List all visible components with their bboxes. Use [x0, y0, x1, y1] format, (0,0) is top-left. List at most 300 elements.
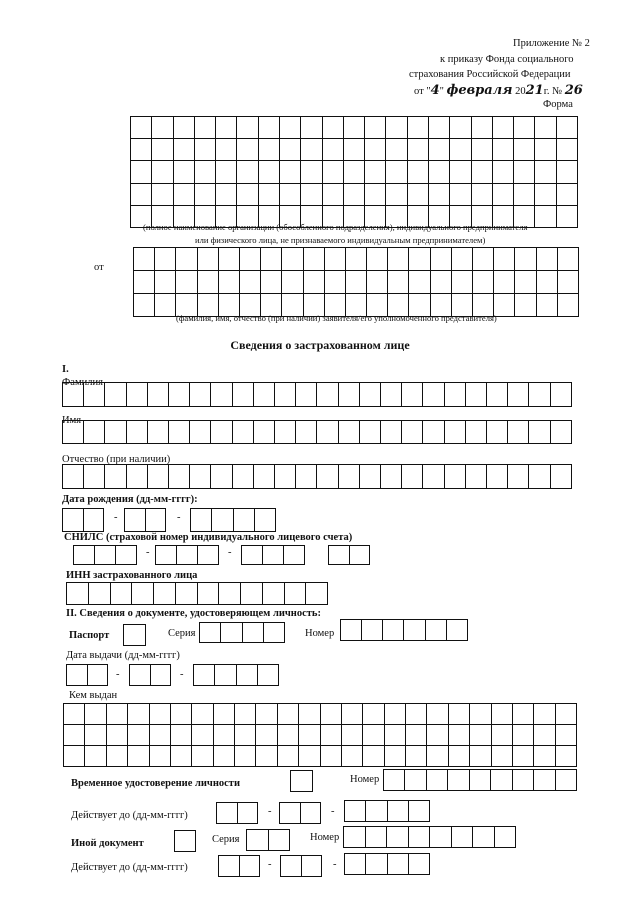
birthdate-year[interactable]	[190, 508, 276, 532]
grid-cell[interactable]	[384, 704, 405, 725]
grid-cell[interactable]	[253, 421, 274, 444]
grid-cell[interactable]	[469, 770, 490, 791]
grid-cell[interactable]	[237, 183, 258, 205]
grid-cell[interactable]	[428, 161, 449, 183]
grid-cell[interactable]	[534, 704, 555, 725]
grid-cell[interactable]	[84, 383, 105, 407]
grid-cell[interactable]	[557, 294, 578, 317]
grid-cell[interactable]	[444, 421, 465, 444]
grid-cell[interactable]	[408, 801, 429, 822]
grid-cell[interactable]	[406, 704, 427, 725]
grid-cell[interactable]	[237, 161, 258, 183]
grid-cell[interactable]	[221, 623, 242, 643]
birthdate-month[interactable]	[124, 508, 166, 532]
grid-cell[interactable]	[550, 421, 571, 444]
grid-cell[interactable]	[450, 183, 471, 205]
grid-cell[interactable]	[275, 465, 296, 489]
grid-cell[interactable]	[409, 271, 430, 294]
grid-cell[interactable]	[233, 509, 254, 532]
grid-cell[interactable]	[383, 620, 404, 641]
grid-cell[interactable]	[465, 465, 486, 489]
grid-cell[interactable]	[407, 117, 428, 139]
grid-cell[interactable]	[338, 465, 359, 489]
grid-cell[interactable]	[341, 620, 362, 641]
name-field[interactable]	[62, 420, 572, 444]
grid-cell[interactable]	[384, 725, 405, 746]
grid-cell[interactable]	[345, 248, 366, 271]
grid-cell[interactable]	[406, 725, 427, 746]
grid-cell[interactable]	[67, 583, 89, 605]
grid-cell[interactable]	[95, 546, 116, 565]
grid-cell[interactable]	[241, 583, 263, 605]
applicant-grid[interactable]	[133, 247, 579, 317]
grid-cell[interactable]	[253, 383, 274, 407]
grid-cell[interactable]	[275, 421, 296, 444]
grid-cell[interactable]	[282, 271, 303, 294]
grid-cell[interactable]	[426, 770, 447, 791]
grid-cell[interactable]	[363, 704, 384, 725]
grid-cell[interactable]	[239, 248, 260, 271]
grid-cell[interactable]	[514, 139, 535, 161]
other-valid-day[interactable]	[218, 855, 260, 877]
grid-cell[interactable]	[451, 271, 472, 294]
grid-cell[interactable]	[192, 704, 213, 725]
grid-cell[interactable]	[529, 465, 550, 489]
grid-cell[interactable]	[197, 583, 219, 605]
grid-cell[interactable]	[63, 465, 84, 489]
grid-cell[interactable]	[239, 856, 260, 877]
grid-cell[interactable]	[212, 509, 233, 532]
grid-cell[interactable]	[408, 827, 430, 848]
grid-cell[interactable]	[149, 746, 170, 767]
grid-cell[interactable]	[131, 161, 152, 183]
grid-cell[interactable]	[190, 383, 211, 407]
grid-cell[interactable]	[471, 117, 492, 139]
grid-cell[interactable]	[404, 620, 425, 641]
grid-cell[interactable]	[557, 271, 578, 294]
grid-cell[interactable]	[296, 383, 317, 407]
grid-cell[interactable]	[402, 383, 423, 407]
grid-cell[interactable]	[306, 583, 328, 605]
other-number-field[interactable]	[343, 826, 516, 848]
grid-cell[interactable]	[282, 248, 303, 271]
grid-cell[interactable]	[237, 117, 258, 139]
grid-cell[interactable]	[128, 746, 149, 767]
grid-cell[interactable]	[213, 704, 234, 725]
grid-cell[interactable]	[365, 183, 386, 205]
grid-cell[interactable]	[235, 725, 256, 746]
grid-cell[interactable]	[430, 827, 452, 848]
grid-cell[interactable]	[216, 161, 237, 183]
grid-cell[interactable]	[402, 421, 423, 444]
grid-cell[interactable]	[170, 725, 191, 746]
org-name-grid[interactable]	[130, 116, 578, 228]
grid-cell[interactable]	[190, 421, 211, 444]
grid-cell[interactable]	[175, 583, 197, 605]
grid-cell[interactable]	[343, 183, 364, 205]
grid-cell[interactable]	[512, 704, 533, 725]
grid-cell[interactable]	[213, 746, 234, 767]
grid-cell[interactable]	[106, 704, 127, 725]
temp-valid-year[interactable]	[344, 800, 430, 822]
grid-cell[interactable]	[365, 139, 386, 161]
grid-cell[interactable]	[470, 704, 491, 725]
grid-cell[interactable]	[256, 746, 277, 767]
grid-cell[interactable]	[349, 546, 370, 565]
grid-cell[interactable]	[423, 383, 444, 407]
grid-cell[interactable]	[535, 117, 556, 139]
grid-cell[interactable]	[296, 465, 317, 489]
grid-cell[interactable]	[448, 704, 469, 725]
grid-cell[interactable]	[444, 465, 465, 489]
grid-cell[interactable]	[63, 421, 84, 444]
snils-checksum[interactable]	[328, 545, 370, 565]
grid-cell[interactable]	[365, 161, 386, 183]
grid-cell[interactable]	[514, 161, 535, 183]
grid-cell[interactable]	[367, 271, 388, 294]
grid-cell[interactable]	[213, 725, 234, 746]
grid-cell[interactable]	[470, 725, 491, 746]
grid-cell[interactable]	[242, 546, 263, 565]
grid-cell[interactable]	[534, 725, 555, 746]
grid-cell[interactable]	[423, 421, 444, 444]
grid-cell[interactable]	[106, 746, 127, 767]
grid-cell[interactable]	[216, 183, 237, 205]
grid-cell[interactable]	[384, 770, 405, 791]
grid-cell[interactable]	[430, 271, 451, 294]
birthdate-day[interactable]	[62, 508, 104, 532]
grid-cell[interactable]	[471, 139, 492, 161]
grid-cell[interactable]	[218, 248, 239, 271]
grid-cell[interactable]	[365, 117, 386, 139]
grid-cell[interactable]	[317, 465, 338, 489]
grid-cell[interactable]	[170, 704, 191, 725]
grid-cell[interactable]	[301, 161, 322, 183]
other-doc-checkbox[interactable]	[174, 830, 196, 852]
grid-cell[interactable]	[134, 294, 155, 317]
grid-cell[interactable]	[428, 139, 449, 161]
grid-cell[interactable]	[134, 248, 155, 271]
grid-cell[interactable]	[555, 746, 576, 767]
other-series-field[interactable]	[246, 829, 290, 851]
grid-cell[interactable]	[322, 183, 343, 205]
grid-cell[interactable]	[535, 139, 556, 161]
snils-part-2[interactable]	[155, 545, 219, 565]
grid-cell[interactable]	[277, 725, 298, 746]
grid-cell[interactable]	[381, 421, 402, 444]
grid-cell[interactable]	[343, 139, 364, 161]
grid-cell[interactable]	[147, 383, 168, 407]
grid-cell[interactable]	[256, 725, 277, 746]
grid-cell[interactable]	[555, 770, 577, 791]
grid-cell[interactable]	[322, 161, 343, 183]
grid-cell[interactable]	[216, 117, 237, 139]
temp-valid-month[interactable]	[279, 802, 321, 824]
grid-cell[interactable]	[242, 623, 263, 643]
grid-cell[interactable]	[366, 801, 387, 822]
grid-cell[interactable]	[341, 725, 362, 746]
grid-cell[interactable]	[343, 161, 364, 183]
grid-cell[interactable]	[256, 704, 277, 725]
grid-cell[interactable]	[471, 183, 492, 205]
grid-cell[interactable]	[156, 546, 177, 565]
grid-cell[interactable]	[402, 465, 423, 489]
grid-cell[interactable]	[131, 139, 152, 161]
grid-cell[interactable]	[258, 117, 279, 139]
grid-cell[interactable]	[492, 117, 513, 139]
grid-cell[interactable]	[529, 383, 550, 407]
grid-cell[interactable]	[197, 248, 218, 271]
grid-cell[interactable]	[155, 294, 176, 317]
grid-cell[interactable]	[296, 421, 317, 444]
grid-cell[interactable]	[105, 383, 126, 407]
grid-cell[interactable]	[359, 383, 380, 407]
grid-cell[interactable]	[177, 546, 198, 565]
snils-part-1[interactable]	[73, 545, 137, 565]
grid-cell[interactable]	[254, 509, 275, 532]
grid-cell[interactable]	[536, 294, 557, 317]
grid-cell[interactable]	[317, 421, 338, 444]
grid-cell[interactable]	[152, 117, 173, 139]
grid-cell[interactable]	[263, 623, 284, 643]
grid-cell[interactable]	[367, 248, 388, 271]
grid-cell[interactable]	[149, 725, 170, 746]
grid-cell[interactable]	[192, 746, 213, 767]
grid-cell[interactable]	[173, 117, 194, 139]
grid-cell[interactable]	[535, 161, 556, 183]
grid-cell[interactable]	[253, 465, 274, 489]
grid-cell[interactable]	[388, 248, 409, 271]
grid-cell[interactable]	[470, 746, 491, 767]
grid-cell[interactable]	[64, 746, 85, 767]
grid-cell[interactable]	[262, 583, 284, 605]
grid-cell[interactable]	[134, 271, 155, 294]
grid-cell[interactable]	[381, 465, 402, 489]
grid-cell[interactable]	[88, 583, 110, 605]
grid-cell[interactable]	[423, 465, 444, 489]
grid-cell[interactable]	[387, 854, 408, 875]
grid-cell[interactable]	[176, 271, 197, 294]
grid-cell[interactable]	[258, 161, 279, 183]
grid-cell[interactable]	[170, 746, 191, 767]
grid-cell[interactable]	[194, 161, 215, 183]
issue-date-year[interactable]	[193, 664, 279, 686]
grid-cell[interactable]	[492, 139, 513, 161]
grid-cell[interactable]	[534, 746, 555, 767]
grid-cell[interactable]	[194, 139, 215, 161]
grid-cell[interactable]	[284, 583, 306, 605]
surname-field[interactable]	[62, 382, 572, 407]
grid-cell[interactable]	[152, 183, 173, 205]
grid-cell[interactable]	[190, 465, 211, 489]
grid-cell[interactable]	[345, 854, 366, 875]
grid-cell[interactable]	[211, 383, 232, 407]
grid-cell[interactable]	[110, 583, 132, 605]
grid-cell[interactable]	[194, 117, 215, 139]
grid-cell[interactable]	[275, 383, 296, 407]
grid-cell[interactable]	[63, 509, 84, 532]
grid-cell[interactable]	[386, 183, 407, 205]
grid-cell[interactable]	[529, 421, 550, 444]
passport-checkbox[interactable]	[123, 624, 146, 646]
grid-cell[interactable]	[446, 620, 467, 641]
grid-cell[interactable]	[279, 139, 300, 161]
grid-cell[interactable]	[428, 183, 449, 205]
grid-cell[interactable]	[363, 746, 384, 767]
grid-cell[interactable]	[197, 271, 218, 294]
passport-number-field[interactable]	[340, 619, 468, 641]
grid-cell[interactable]	[343, 117, 364, 139]
grid-cell[interactable]	[322, 139, 343, 161]
grid-cell[interactable]	[152, 161, 173, 183]
grid-cell[interactable]	[149, 704, 170, 725]
grid-cell[interactable]	[329, 546, 350, 565]
grid-cell[interactable]	[216, 139, 237, 161]
grid-cell[interactable]	[303, 271, 324, 294]
grid-cell[interactable]	[512, 746, 533, 767]
grid-cell[interactable]	[534, 770, 555, 791]
grid-cell[interactable]	[366, 854, 387, 875]
grid-cell[interactable]	[409, 248, 430, 271]
grid-cell[interactable]	[155, 248, 176, 271]
temp-id-checkbox[interactable]	[290, 770, 313, 792]
grid-cell[interactable]	[405, 770, 426, 791]
grid-cell[interactable]	[407, 183, 428, 205]
grid-cell[interactable]	[448, 770, 469, 791]
inn-field[interactable]	[66, 582, 328, 605]
grid-cell[interactable]	[387, 801, 408, 822]
grid-cell[interactable]	[341, 704, 362, 725]
grid-cell[interactable]	[384, 746, 405, 767]
grid-cell[interactable]	[487, 465, 508, 489]
grid-cell[interactable]	[450, 117, 471, 139]
grid-cell[interactable]	[341, 746, 362, 767]
grid-cell[interactable]	[299, 746, 320, 767]
grid-cell[interactable]	[386, 117, 407, 139]
grid-cell[interactable]	[218, 271, 239, 294]
grid-cell[interactable]	[147, 421, 168, 444]
grid-cell[interactable]	[381, 383, 402, 407]
grid-cell[interactable]	[128, 704, 149, 725]
grid-cell[interactable]	[550, 465, 571, 489]
grid-cell[interactable]	[450, 139, 471, 161]
grid-cell[interactable]	[320, 704, 341, 725]
grid-cell[interactable]	[232, 421, 253, 444]
grid-cell[interactable]	[430, 248, 451, 271]
grid-cell[interactable]	[257, 665, 278, 686]
grid-cell[interactable]	[258, 139, 279, 161]
grid-cell[interactable]	[198, 546, 219, 565]
grid-cell[interactable]	[300, 803, 321, 824]
grid-cell[interactable]	[365, 827, 387, 848]
grid-cell[interactable]	[556, 161, 577, 183]
grid-cell[interactable]	[84, 421, 105, 444]
grid-cell[interactable]	[345, 271, 366, 294]
grid-cell[interactable]	[263, 546, 284, 565]
grid-cell[interactable]	[508, 421, 529, 444]
grid-cell[interactable]	[194, 665, 215, 686]
grid-cell[interactable]	[191, 509, 212, 532]
grid-cell[interactable]	[320, 746, 341, 767]
grid-cell[interactable]	[515, 248, 536, 271]
grid-cell[interactable]	[299, 704, 320, 725]
grid-cell[interactable]	[105, 465, 126, 489]
grid-cell[interactable]	[131, 183, 152, 205]
grid-cell[interactable]	[324, 248, 345, 271]
grid-cell[interactable]	[200, 623, 221, 643]
grid-cell[interactable]	[301, 856, 322, 877]
grid-cell[interactable]	[535, 205, 556, 227]
grid-cell[interactable]	[407, 161, 428, 183]
grid-cell[interactable]	[473, 248, 494, 271]
grid-cell[interactable]	[555, 725, 576, 746]
grid-cell[interactable]	[173, 183, 194, 205]
grid-cell[interactable]	[239, 271, 260, 294]
grid-cell[interactable]	[279, 161, 300, 183]
grid-cell[interactable]	[74, 546, 95, 565]
grid-cell[interactable]	[494, 827, 516, 848]
grid-cell[interactable]	[451, 827, 473, 848]
grid-cell[interactable]	[173, 161, 194, 183]
grid-cell[interactable]	[324, 271, 345, 294]
grid-cell[interactable]	[317, 383, 338, 407]
grid-cell[interactable]	[386, 139, 407, 161]
grid-cell[interactable]	[211, 421, 232, 444]
grid-cell[interactable]	[338, 421, 359, 444]
grid-cell[interactable]	[152, 139, 173, 161]
grid-cell[interactable]	[261, 271, 282, 294]
grid-cell[interactable]	[536, 271, 557, 294]
grid-cell[interactable]	[512, 770, 533, 791]
issued-by-grid[interactable]	[63, 703, 577, 767]
grid-cell[interactable]	[303, 248, 324, 271]
grid-cell[interactable]	[125, 509, 146, 532]
grid-cell[interactable]	[211, 465, 232, 489]
snils-part-3[interactable]	[241, 545, 305, 565]
grid-cell[interactable]	[515, 294, 536, 317]
grid-cell[interactable]	[147, 465, 168, 489]
grid-cell[interactable]	[236, 665, 257, 686]
grid-cell[interactable]	[237, 139, 258, 161]
grid-cell[interactable]	[550, 383, 571, 407]
grid-cell[interactable]	[428, 117, 449, 139]
grid-cell[interactable]	[345, 801, 366, 822]
grid-cell[interactable]	[487, 421, 508, 444]
grid-cell[interactable]	[85, 704, 106, 725]
grid-cell[interactable]	[64, 725, 85, 746]
grid-cell[interactable]	[105, 421, 126, 444]
grid-cell[interactable]	[85, 725, 106, 746]
grid-cell[interactable]	[281, 856, 302, 877]
grid-cell[interactable]	[247, 830, 269, 851]
grid-cell[interactable]	[126, 421, 147, 444]
grid-cell[interactable]	[215, 665, 236, 686]
grid-cell[interactable]	[277, 746, 298, 767]
grid-cell[interactable]	[169, 465, 190, 489]
grid-cell[interactable]	[126, 465, 147, 489]
grid-cell[interactable]	[279, 183, 300, 205]
grid-cell[interactable]	[407, 139, 428, 161]
grid-cell[interactable]	[268, 830, 290, 851]
grid-cell[interactable]	[64, 704, 85, 725]
grid-cell[interactable]	[508, 465, 529, 489]
grid-cell[interactable]	[363, 725, 384, 746]
grid-cell[interactable]	[514, 117, 535, 139]
grid-cell[interactable]	[63, 383, 84, 407]
passport-series-field[interactable]	[199, 622, 285, 643]
grid-cell[interactable]	[301, 183, 322, 205]
grid-cell[interactable]	[284, 546, 305, 565]
